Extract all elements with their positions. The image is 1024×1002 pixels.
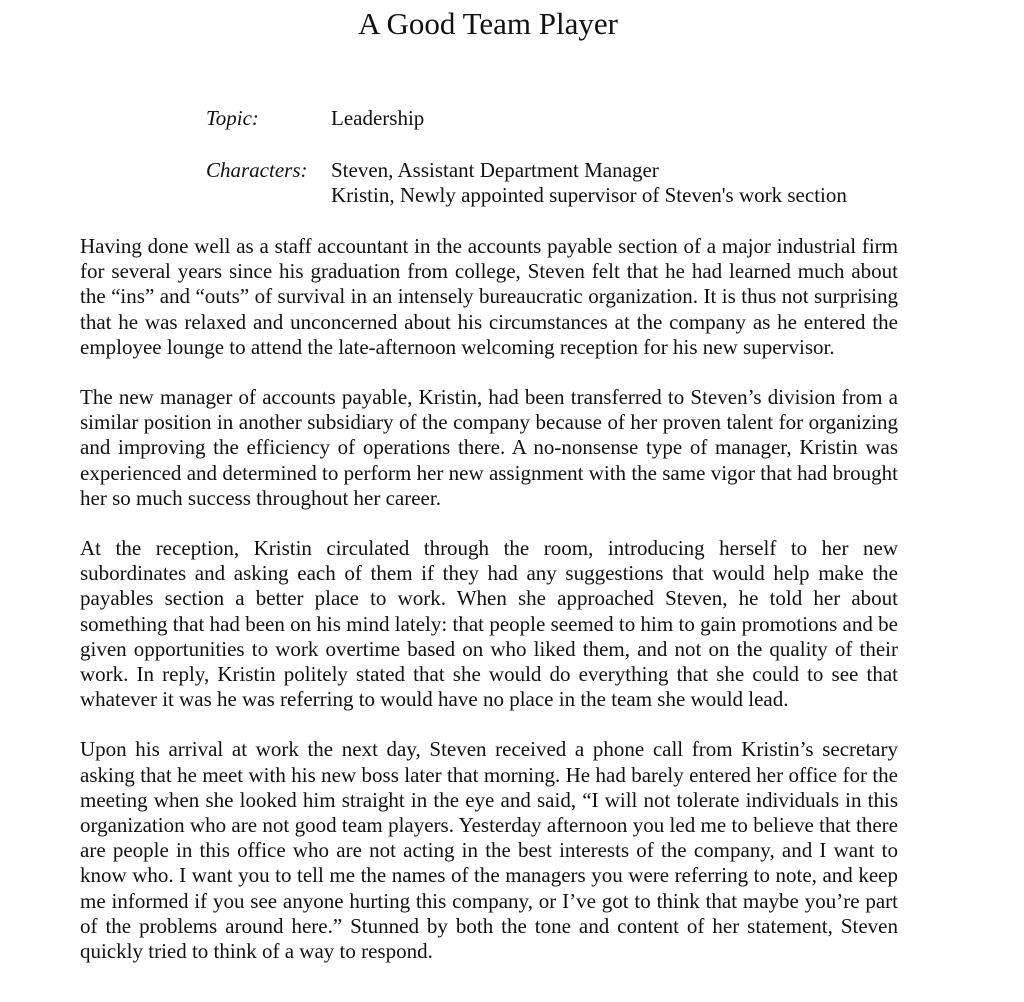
topic-label: Topic:: [206, 106, 259, 130]
paragraph-4: Upon his arrival at work the next day, Steven received a phone call from Kristin’s secretary asking that he meet with his new boss later that morning. He had barely entered her office for the meeting when she looked him straight in the eye and said, “I will not tolerate individuals in this organization who are not good team players. Yesterday afternoon you led me to believe that there are people in this office who are not acting in the best interests of the company, and I want to know who. I want you to tell me the names of the managers you were referring to note, and keep me informed if you see anyone hurting this company, or I’ve got to think that maybe you’re part of the problems around here.” Stunned by both the tone and content of her statement, Steven quickly tried to think of a way to respond.: [80, 737, 898, 964]
character-kristin: Kristin, Newly appointed supervisor of Steven's work section: [331, 183, 847, 207]
characters-label: Characters:: [206, 158, 308, 182]
topic-value: Leadership: [331, 106, 425, 130]
characters-list: [331, 158, 847, 208]
paragraph-1: Having done well as a staff accountant in the accounts payable section of a major industrial firm for several years since his graduation from college, Steven felt that he had learned much about the “ins” and “outs” of survival in an intensely bureaucratic organization. It is thus not surprising that he was relaxed and unconcerned about his circumstances at the company as he entered the employee lounge to attend the late-afternoon welcoming reception for his new supervisor.: [80, 234, 898, 359]
character-steven: Steven, Assistant Department Manager: [331, 158, 659, 182]
document-title: A Good Team Player: [358, 6, 618, 41]
paragraph-2: The new manager of accounts payable, Kristin, had been transferred to Steven’s division from a similar position in another subsidiary of the company because of her proven talent for organizing and improving the efficiency of operations there. A no-nonsense type of manager, Kristin was experienced and determined to perform her new assignment with the same vigor that had brought her so much success throughout her career.: [80, 385, 898, 510]
case-body: [80, 234, 898, 989]
paragraph-3: At the reception, Kristin circulated through the room, introducing herself to her new subordinates and asking each of them if they had any suggestions that would help make the payables section a better place to work. When she approached Steven, he told her about something that had been on his mind lately: that people seemed to him to gain promotions and be given opportunities to work overtime based on who liked them, and not on the quality of their work. In reply, Kristin politely stated that she would do everything that she could to see that whatever it was he was referring to would have no place in the team she would lead.: [80, 536, 898, 712]
